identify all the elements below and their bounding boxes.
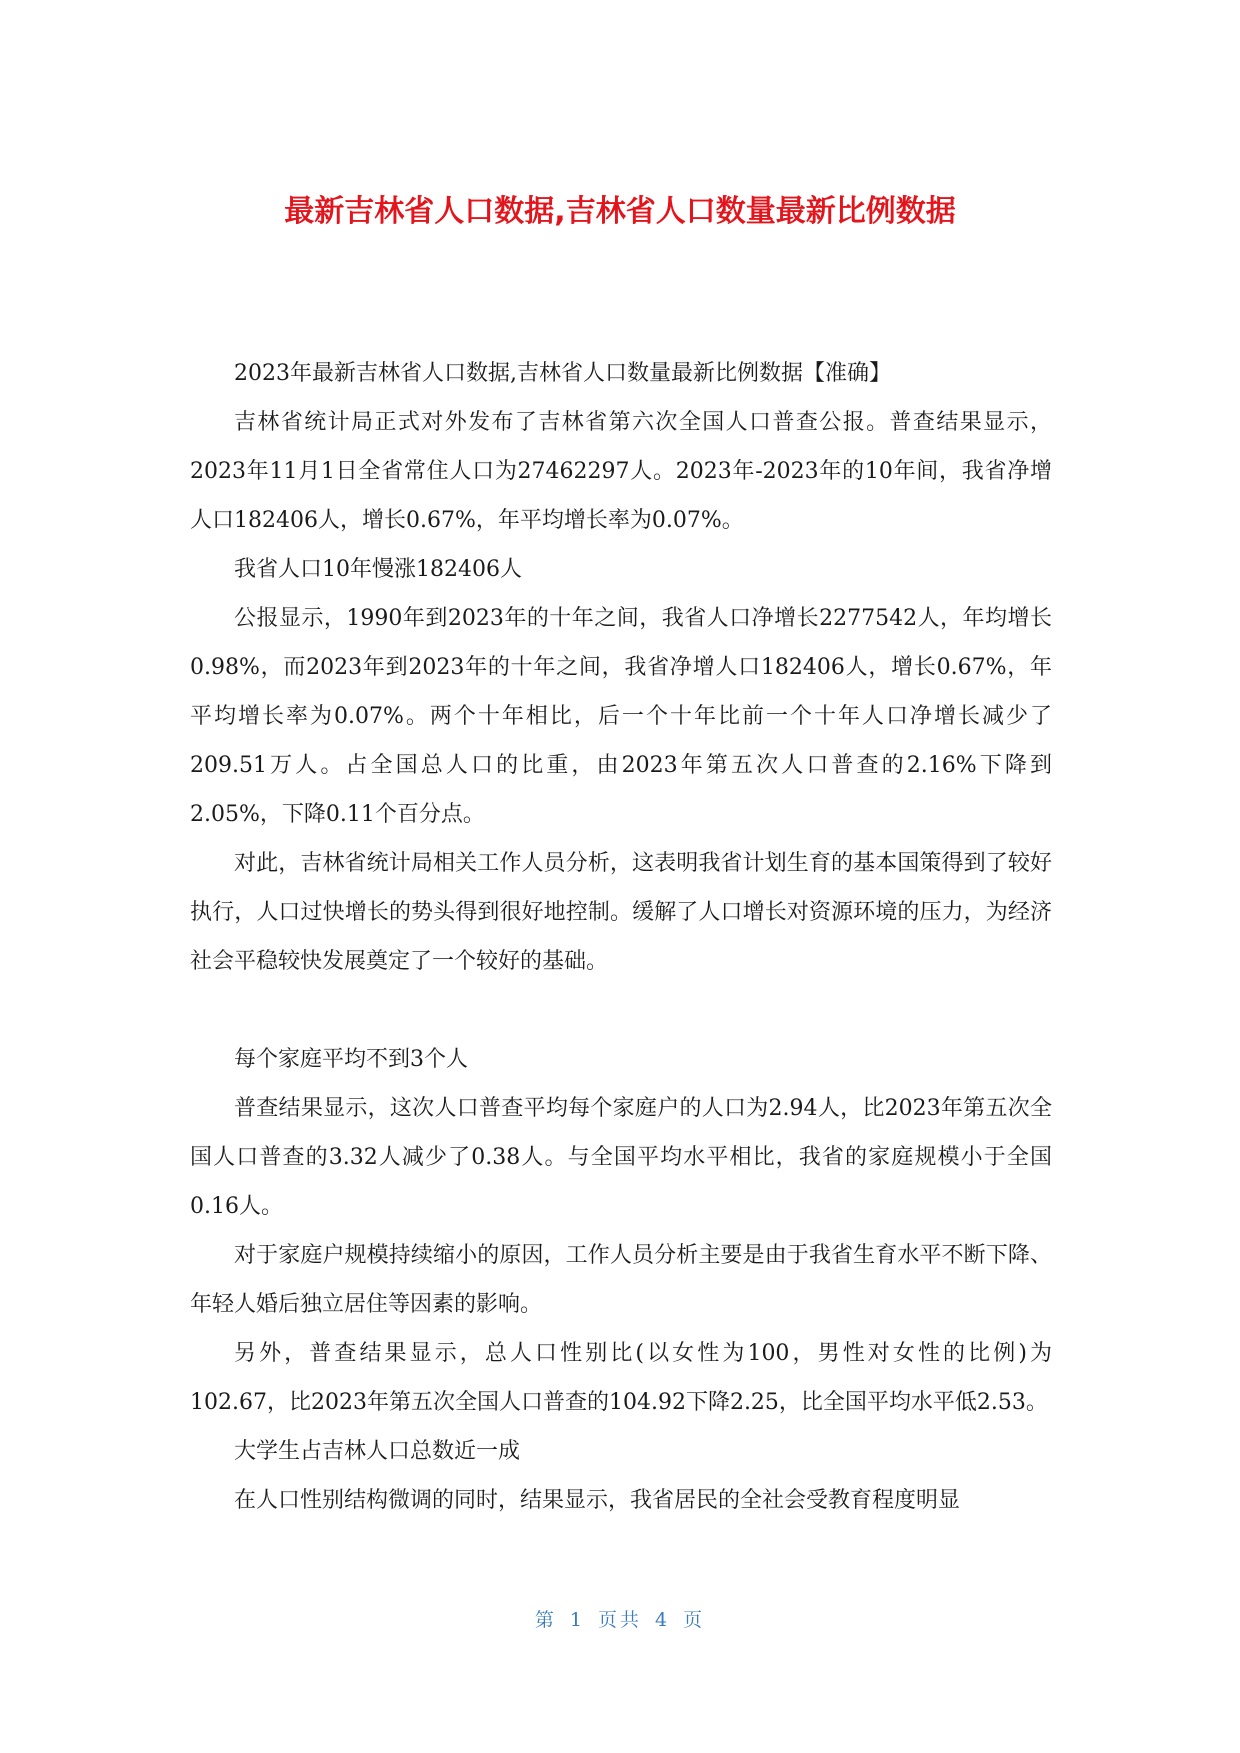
- page-number-footer: 第 1 页共 4 页: [534, 1609, 706, 1631]
- document-body: [190, 349, 1052, 1525]
- paragraph-education: 在人口性别结构微调的同时，结果显示，我省居民的全社会受教育程度明显: [234, 1488, 961, 1513]
- paragraph-household-size: 普查结果显示，这次人口普查平均每个家庭户的人口为2.94人，比2023年第五次全国人口普查的3.32人减少了0.38人。与全国平均水平相比，我省的家庭规模小于全国0.16人。: [190, 1096, 1052, 1219]
- paragraph-household-reason: 对于家庭户规模持续缩小的原因，工作人员分析主要是由于我省生育水平不断下降、年轻人婚后独立居住等因素的影响。: [190, 1243, 1052, 1317]
- paragraph-census-release: 吉林省统计局正式对外发布了吉林省第六次全国人口普查公报。普查结果显示，2023年11月1日全省常住人口为27462297人。2023年-2023年的10年间，我省净增人口182406人，增长0.67%，年平均增长率为0.07%。: [190, 410, 1052, 533]
- section-heading-growth: 我省人口10年慢涨182406人: [234, 557, 522, 582]
- paragraph-intro: 2023年最新吉林省人口数据,吉林省人口数量最新比例数据【准确】: [234, 361, 891, 386]
- paragraph-spacer: [190, 986, 1052, 1035]
- paragraph-sex-ratio: 另外，普查结果显示，总人口性别比(以女性为100，男性对女性的比例)为102.67，比2023年第五次全国人口普查的104.92下降2.25，比全国平均水平低2.53。: [190, 1341, 1052, 1415]
- section-heading-education: 大学生占吉林人口总数近一成: [234, 1439, 521, 1464]
- paragraph-analysis: 对此，吉林省统计局相关工作人员分析，这表明我省计划生育的基本国策得到了较好执行，人口过快增长的势头得到很好地控制。缓解了人口增长对资源环境的压力，为经济社会平稳较快发展奠定了一个较好的基础。: [190, 851, 1052, 974]
- paragraph-decade-comparison: 公报显示，1990年到2023年的十年之间，我省人口净增长2277542人，年均增长0.98%，而2023年到2023年的十年之间，我省净增人口182406人，增长0.67%，年平均增长率为0.07%。两个十年相比，后一个十年比前一个十年人口净增长减少了209.51万人。占全国总人口的比重，由2023年第五次人口普查的2.16%下降到2.05%，下降0.11个百分点。: [190, 606, 1052, 827]
- document-title: 最新吉林省人口数据,吉林省人口数量最新比例数据: [284, 194, 956, 229]
- section-heading-household: 每个家庭平均不到3个人: [234, 1047, 468, 1072]
